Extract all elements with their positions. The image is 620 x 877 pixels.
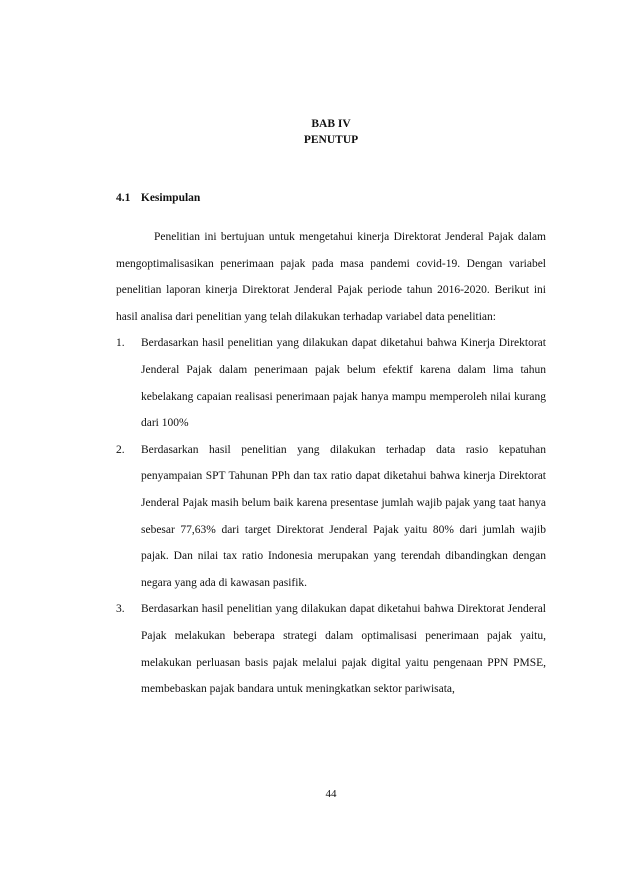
list-item-marker: 3. xyxy=(116,603,125,616)
list-item-text: Berdasarkan hasil penelitian yang dilakukan dapat diketahui bahwa Direktorat Jenderal Pajak melakukan beberapa strategi dalam optimalisasi penerimaan pajak yaitu, melakukan perluasan basis pajak melalui pajak digital yaitu pengenaan PPN PMSE, membebaskan pajak bandara untuk meningkatkan sektor pariwisata, xyxy=(141,603,546,696)
section-title: Kesimpulan xyxy=(140,192,201,204)
list-item-marker: 1. xyxy=(116,337,125,350)
list-item-text: Berdasarkan hasil penelitian yang dilakukan terhadap data rasio kepatuhan penyampaian SPT Tahunan PPh dan tax ratio dapat diketahui bahwa kinerja Direktorat Jenderal Pajak masih belum baik karena presentase jumlah wajib pajak yang taat hanya sebesar 77,63% dari target Direktorat Jenderal Pajak yaitu 80% dari jumlah wajib pajak. Dan nilai tax ratio Indonesia merupakan yang terendah dibandingkan dengan negara yang ada di kawasan pasifik. xyxy=(141,443,546,589)
chapter-number: BAB IV xyxy=(311,118,351,130)
list-item-text: Berdasarkan hasil penelitian yang dilakukan dapat diketahui bahwa Kinerja Direktorat Jenderal Pajak dalam penerimaan pajak belum efektif karena dalam lima tahun kebelakang capaian realisasi penerimaan pajak hanya mampu memperoleh nilai kurang dari 100% xyxy=(141,337,546,430)
list-item xyxy=(116,437,546,597)
findings-list xyxy=(116,330,546,702)
intro-paragraph: Penelitian ini bertujuan untuk mengetahui kinerja Direktorat Jenderal Pajak dalam mengoptimalisasikan penerimaan pajak pada masa pandemi covid-19. Dengan variabel penelitian laporan kinerja Direktorat Jenderal Pajak periode tahun 2016-2020. Berikut ini hasil analisa dari penelitian yang telah dilakukan terhadap variabel data penelitian: xyxy=(116,231,546,323)
chapter-heading xyxy=(0,116,620,148)
list-item-marker: 2. xyxy=(116,443,125,456)
section-number: 4.1 xyxy=(116,192,131,204)
body-text xyxy=(116,224,546,703)
section-heading xyxy=(116,190,200,206)
page-number: 44 xyxy=(325,788,337,800)
list-item xyxy=(116,596,546,702)
chapter-title: PENUTUP xyxy=(303,134,359,146)
list-item xyxy=(116,330,546,436)
